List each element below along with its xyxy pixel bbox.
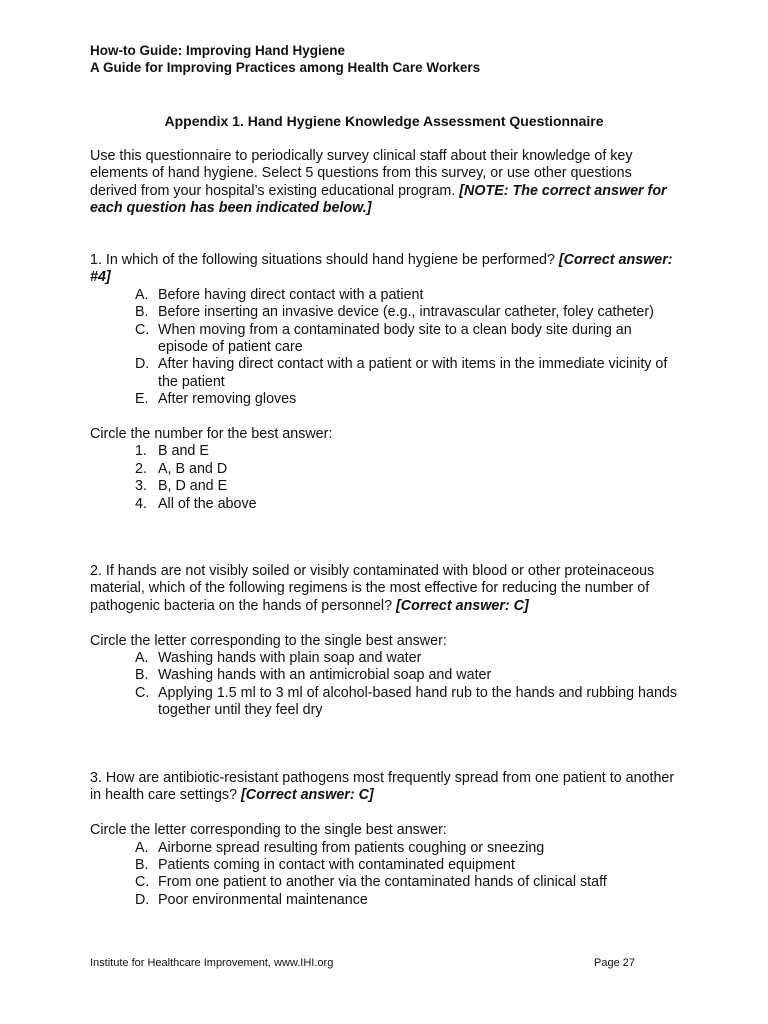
list-item-text: Poor environmental maintenance: [158, 891, 368, 908]
question-3: [90, 770, 680, 909]
list-item-text: From one patient to another via the contaminated hands of clinical staff: [158, 874, 607, 891]
header-line-2: A Guide for Improving Practices among Health Care Workers: [90, 60, 481, 75]
intro-paragraph: [90, 148, 680, 218]
question-1-situations: [90, 287, 680, 409]
question-3-answer: [Correct answer: C]: [241, 787, 374, 804]
list-item-text: After having direct contact with a patient or with items in the immediate vicinity of the patient: [158, 356, 668, 390]
list-item-text: Washing hands with plain soap and water: [158, 650, 422, 667]
list-marker: C.: [135, 684, 150, 701]
list-item: [90, 840, 680, 857]
list-marker: C.: [135, 321, 150, 338]
list-item: [90, 391, 680, 408]
question-1-prompt: 1. In which of the following situations should hand hygiene be performed?: [90, 252, 559, 268]
list-item-text: Patients coming in contact with contaminated equipment: [158, 857, 515, 874]
list-item: [90, 857, 680, 874]
list-item: [90, 874, 680, 891]
appendix-title: Appendix 1. Hand Hygiene Knowledge Assessment Questionnaire: [164, 113, 604, 129]
intro-note: [NOTE: The correct answer for each question has been indicated below.]: [90, 182, 667, 217]
question-2-options: [90, 650, 680, 720]
page-footer: [90, 957, 635, 969]
list-item: [90, 287, 680, 304]
document-header: [90, 42, 480, 76]
list-item: [90, 478, 680, 495]
list-item-text: Washing hands with an antimicrobial soap and water: [158, 667, 492, 684]
question-3-options: [90, 840, 680, 910]
question-1-text: [90, 252, 680, 287]
question-2-answer: [Correct answer: C]: [396, 597, 529, 614]
list-item: [90, 685, 680, 720]
question-3-instruction: Circle the letter corresponding to the single best answer:: [90, 822, 447, 839]
list-item: [90, 496, 680, 513]
list-item: [90, 892, 680, 909]
list-item-text: B, D and E: [158, 478, 228, 495]
question-2-prompt: 2. If hands are not visibly soiled or visibly contaminated with blood or other proteinaceous material, which of the following regimens is the most effective for reducing the number of pathogenic bacteria on the hands of personnel?: [90, 563, 655, 614]
list-item-text: Before inserting an invasive device (e.g., intravascular catheter, foley catheter): [158, 304, 654, 321]
list-item-text: When moving from a contaminated body site to a clean body site during an episode of patient care: [158, 321, 632, 356]
intro-text: Use this questionnaire to periodically survey clinical staff about their knowledge of key elements of hand hygiene. Select 5 questions from this survey, or use other questions derived from your hospital’s existing educational program.: [90, 148, 633, 199]
list-item: [90, 667, 680, 684]
list-item: [90, 443, 680, 460]
question-1: [90, 252, 680, 513]
list-marker: A.: [135, 839, 149, 856]
question-2-instruction: Circle the letter corresponding to the single best answer:: [90, 632, 447, 649]
list-marker: 2.: [135, 460, 147, 477]
header-line-1: How-to Guide: Improving Hand Hygiene: [90, 43, 346, 58]
list-marker: D.: [135, 891, 150, 908]
list-item-text: Airborne spread resulting from patients coughing or sneezing: [158, 839, 545, 856]
page-number: Page 27: [594, 957, 635, 969]
list-marker: E.: [135, 391, 149, 408]
question-1-options: [90, 443, 680, 513]
list-item: [90, 304, 680, 321]
list-marker: A.: [135, 650, 149, 667]
question-3-prompt: 3. How are antibiotic-resistant pathogens most frequently spread from one patient to another in health care settings?: [90, 770, 675, 804]
list-marker: 3.: [135, 478, 147, 495]
list-marker: 1.: [135, 443, 147, 460]
list-item-text: B and E: [158, 443, 209, 460]
list-item: [90, 322, 680, 357]
list-item: [90, 461, 680, 478]
question-1-instruction: Circle the number for the best answer:: [90, 426, 333, 443]
list-item-text: After removing gloves: [158, 391, 297, 408]
list-item-text: A, B and D: [158, 460, 228, 477]
list-item: [90, 356, 680, 391]
question-1-answer: [Correct answer: #4]: [90, 252, 673, 286]
question-2: [90, 563, 680, 720]
list-marker: D.: [135, 356, 150, 373]
list-item-text: Before having direct contact with a patient: [158, 286, 424, 303]
list-item-text: All of the above: [158, 495, 257, 512]
question-2-text: [90, 563, 680, 615]
list-marker: B.: [135, 857, 149, 874]
list-marker: A.: [135, 286, 149, 303]
footer-source: Institute for Healthcare Improvement, www.IHI.org: [90, 957, 334, 969]
question-3-text: [90, 770, 680, 805]
list-marker: B.: [135, 667, 149, 684]
list-item-text: Applying 1.5 ml to 3 ml of alcohol-based hand rub to the hands and rubbing hands together until they feel dry: [158, 684, 678, 719]
list-item: [90, 650, 680, 667]
list-marker: B.: [135, 304, 149, 321]
list-marker: C.: [135, 874, 150, 891]
list-marker: 4.: [135, 495, 147, 512]
